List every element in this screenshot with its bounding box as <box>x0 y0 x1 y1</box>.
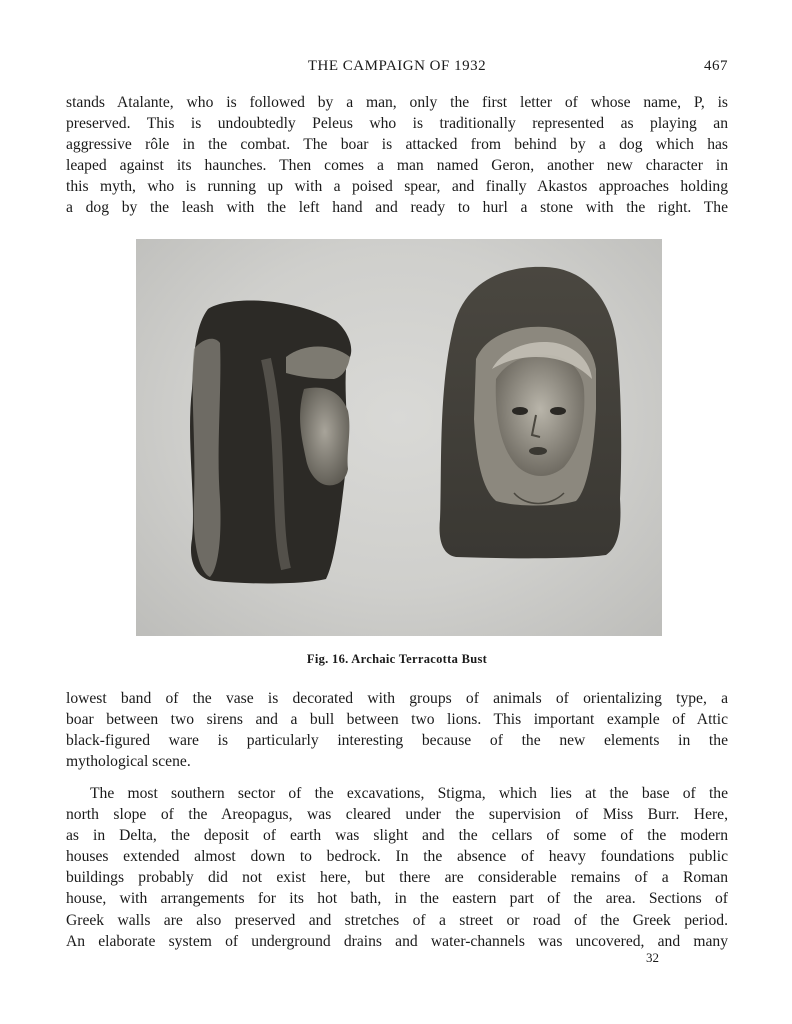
figure-caption: Fig. 16. Archaic Terracotta Bust <box>306 652 488 666</box>
paragraph-line: houses extended almost down to bedrock. In the absence of heavy foundations public <box>66 848 728 866</box>
paragraph-line: The most southern sector of the excavations, Stigma, which lies at the base of the <box>90 785 728 802</box>
paragraph-line: Greek walls are also preserved and stretches of a street or road of the Greek period. <box>66 911 728 929</box>
paragraph-line: house, with arrangements for its hot bath, in the eastern part of the area. Sections of <box>66 890 728 908</box>
terracotta-busts-photo <box>136 239 662 636</box>
right-bust-frontal <box>440 267 622 558</box>
page-number: 467 <box>704 58 728 74</box>
paragraph-line: preserved. This is undoubtedly Peleus who is traditionally represented as playing an <box>66 115 728 133</box>
paragraph-line: leaped against its haunches. Then comes a man named Geron, another new character in <box>66 157 728 175</box>
paragraph-line: boar between two sirens and a bull between two lions. This important example of Attic <box>66 711 728 729</box>
paragraph-line: buildings probably did not exist here, but there are considerable remains of a Roman <box>66 869 728 887</box>
running-header <box>66 58 728 80</box>
paragraph-line: aggressive rôle in the combat. The boar is attacked from behind by a dog which has <box>66 136 728 154</box>
signature-mark: 32 <box>646 950 659 965</box>
paragraph-line: An elaborate system of underground drains and water-channels was uncovered, and many <box>66 932 728 950</box>
figure-photograph <box>136 239 662 636</box>
paragraph-line: stands Atalante, who is followed by a man, only the first letter of whose name, P, is <box>66 94 728 111</box>
paragraph-1 <box>66 92 728 219</box>
paragraph-line: lowest band of the vase is decorated with groups of animals of orientalizing type, a <box>66 690 728 707</box>
paragraph-2 <box>66 688 728 772</box>
paragraph-line: mythological scene. <box>66 753 191 771</box>
paragraph-line: black-figured ware is particularly interesting because of the new elements in the <box>66 732 728 750</box>
paragraph-line: north slope of the Areopagus, was cleared under the supervision of Miss Burr. Here, <box>66 806 728 824</box>
paragraph-line: a dog by the leash with the left hand and ready to hurl a stone with the right. The <box>66 199 728 217</box>
paragraph-line: as in Delta, the deposit of earth was slight and the cellars of some of the modern <box>66 827 728 845</box>
paragraph-3 <box>66 783 728 952</box>
paragraph-line: this myth, who is running up with a poised spear, and finally Akastos approaches holding <box>66 178 728 196</box>
running-title: THE CAMPAIGN OF 1932 <box>307 58 487 74</box>
left-bust-profile <box>190 300 351 583</box>
